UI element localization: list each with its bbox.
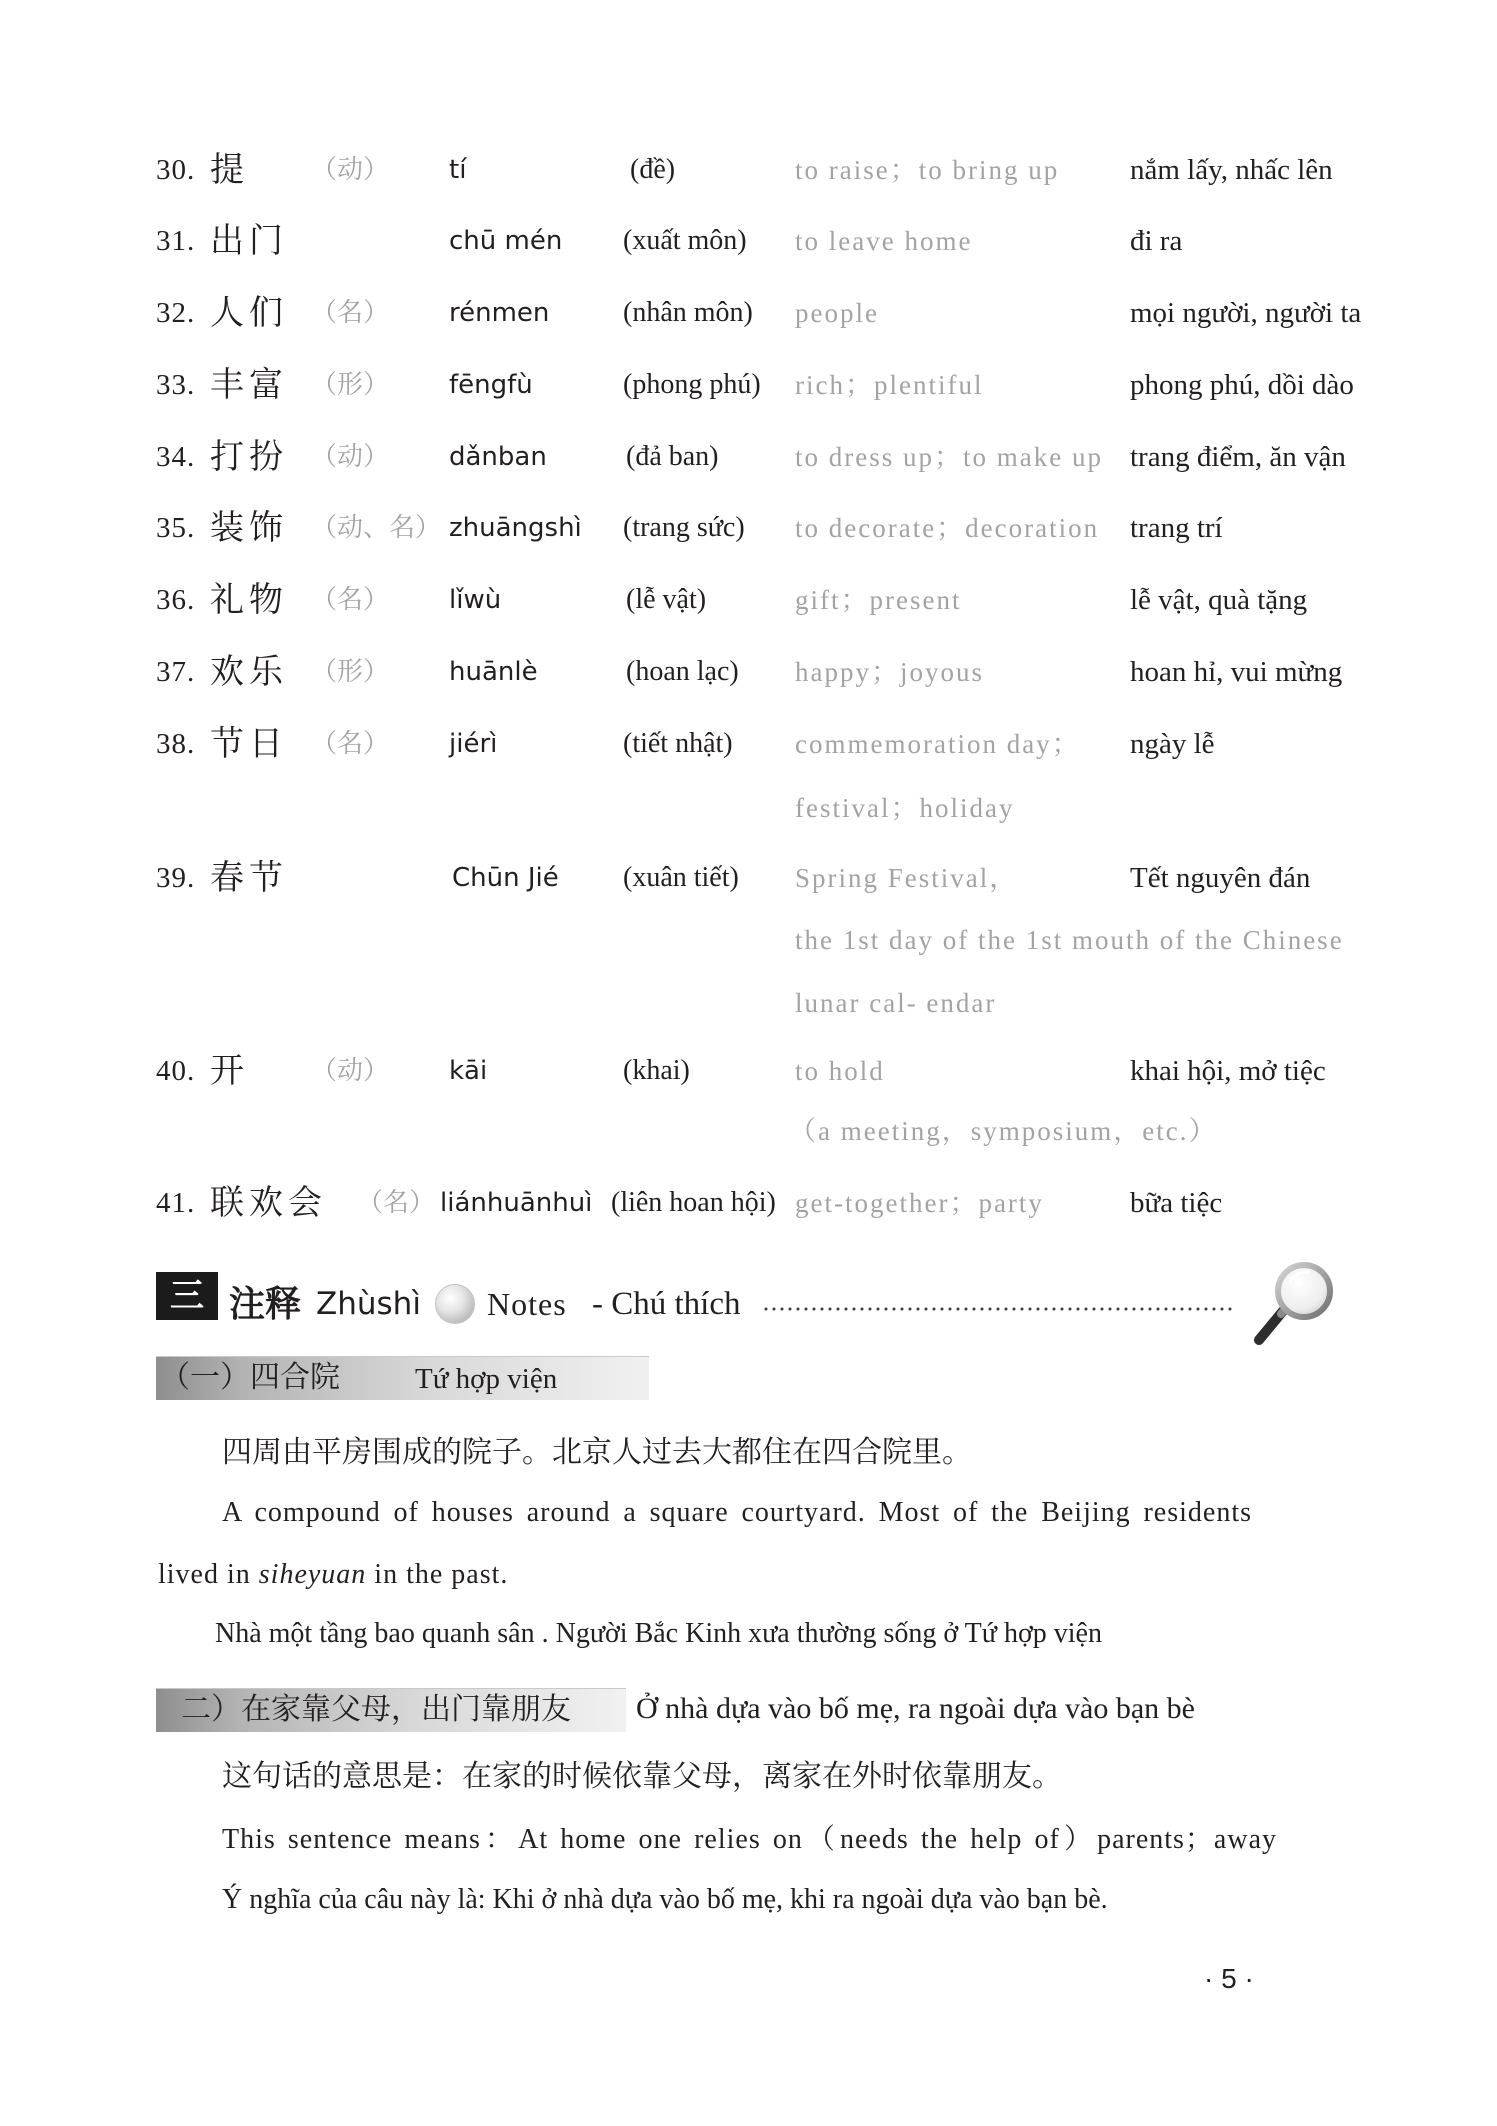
vocab-pinyin: liánhuānhuì	[440, 1188, 593, 1218]
magnifier-icon	[1248, 1258, 1340, 1350]
vocab-pinyin: huānlè	[449, 657, 538, 687]
vocab-pinyin: rénmen	[449, 298, 550, 328]
vocab-number: 39.	[156, 862, 196, 894]
subheading-2-chinese: 二）在家靠父母，出门靠朋友	[181, 1692, 571, 1727]
vocab-sino-vietnamese: (đề)	[630, 154, 676, 185]
vocab-part-of-speech: （动）	[311, 442, 390, 472]
section-number-box: 三	[156, 1272, 218, 1320]
vocab-row-38	[0, 724, 1497, 823]
vocab-vietnamese: phong phú, dồi dào	[1130, 369, 1354, 401]
vocab-vietnamese: mọi người, người ta	[1130, 297, 1362, 329]
vocab-pinyin: kāi	[449, 1056, 488, 1086]
section-title-vietnamese: - Chú thích	[592, 1286, 741, 1322]
vocab-word: 丰富	[210, 365, 288, 405]
vocab-number: 35.	[156, 512, 196, 544]
vocab-english: to leave home	[795, 226, 973, 256]
vocab-row-36	[0, 580, 1497, 620]
vocab-sino-vietnamese: (xuân tiết)	[623, 862, 739, 893]
vocab-number: 30.	[156, 154, 196, 186]
vocab-row-31	[0, 221, 1497, 261]
note-1-english-term: siheyuan	[258, 1559, 367, 1590]
section-title-pinyin: Zhùshì	[316, 1286, 421, 1322]
vocab-vietnamese: đi ra	[1130, 225, 1183, 257]
vocab-row-39	[0, 858, 1497, 1018]
vocab-sino-vietnamese: (nhân môn)	[623, 297, 753, 328]
vocab-part-of-speech: （名）	[311, 298, 390, 328]
vocab-part-of-speech: （动、名）	[311, 513, 442, 543]
vocab-number: 31.	[156, 225, 196, 257]
vocab-sino-vietnamese: (xuất môn)	[623, 225, 747, 256]
vocab-word: 节日	[210, 724, 288, 764]
vocab-vietnamese: trang điểm, ăn vận	[1130, 441, 1346, 473]
vocab-row-40	[0, 1051, 1497, 1146]
vocab-number: 38.	[156, 728, 196, 760]
note-1-chinese: 四周由平房围成的院子。北京人过去大都住在四合院里。	[222, 1435, 972, 1470]
section-title-chinese: 注释	[229, 1283, 302, 1325]
vocab-number: 37.	[156, 656, 196, 688]
vocab-number: 40.	[156, 1055, 196, 1087]
note-1-english-line-2	[158, 1555, 508, 1595]
note-1-english-text: lived in	[158, 1559, 259, 1590]
vocab-english-line-2: the 1st day of the 1st mouth of the Chinese	[795, 925, 1344, 955]
vocab-pinyin: lǐwù	[449, 585, 502, 615]
vocab-vietnamese: hoan hỉ, vui mừng	[1130, 656, 1343, 688]
vocab-number: 36.	[156, 584, 196, 616]
vocab-word: 打扮	[210, 437, 288, 477]
vocab-sino-vietnamese: (lễ vật)	[626, 584, 707, 615]
vocab-row-32	[0, 293, 1497, 333]
vocab-word: 联欢会	[210, 1183, 327, 1223]
note-1-vietnamese: Nhà một tầng bao quanh sân . Người Bắc Kinh xưa thường sống ở Tứ hợp viện	[215, 1618, 1102, 1649]
vocab-sino-vietnamese: (trang sức)	[623, 512, 745, 543]
vocab-row-33	[0, 365, 1497, 405]
vocab-english-line-2: （a meeting，symposium，etc.）	[789, 1116, 1218, 1146]
vocab-english: Spring Festival，	[795, 863, 1019, 893]
vocab-word: 装饰	[210, 508, 288, 548]
vocab-part-of-speech: （形）	[311, 370, 390, 400]
vocab-vietnamese: bữa tiệc	[1130, 1187, 1223, 1219]
vocab-word: 开	[210, 1051, 249, 1091]
vocab-vietnamese: ngày lễ	[1130, 728, 1215, 760]
subheading-2-vietnamese: Ở nhà dựa vào bố mẹ, ra ngoài dựa vào bạn bè	[636, 1692, 1195, 1725]
vocab-english: get-together；party	[795, 1188, 1044, 1218]
note-2-chinese: 这句话的意思是：在家的时候依靠父母，离家在外时依靠朋友。	[222, 1759, 1062, 1794]
vocab-english: happy；joyous	[795, 657, 984, 687]
vocab-english: to raise；to bring up	[795, 155, 1060, 185]
vocab-pinyin: dǎnban	[449, 442, 547, 472]
section-title-english: Notes	[487, 1286, 567, 1322]
vocab-vietnamese: khai hội, mở tiệc	[1130, 1055, 1326, 1087]
vocab-sino-vietnamese: (khai)	[623, 1055, 690, 1086]
vocab-pinyin: Chūn Jié	[452, 863, 559, 893]
vocab-part-of-speech: （名）	[311, 729, 390, 759]
vocab-part-of-speech: （动）	[311, 155, 390, 185]
vocab-part-of-speech: （名）	[357, 1188, 436, 1218]
vocab-english: to decorate；decoration	[795, 513, 1100, 543]
vocab-word: 提	[210, 150, 249, 190]
vocab-sino-vietnamese: (đả ban)	[626, 441, 719, 472]
vocab-row-35	[0, 508, 1497, 548]
vocab-english-line-3: lunar cal- endar	[795, 988, 997, 1018]
note-2-english: This sentence means：At home one relies on（needs the help of）parents；away	[222, 1824, 1277, 1855]
vocab-part-of-speech: （形）	[311, 657, 390, 687]
vocab-number: 34.	[156, 441, 196, 473]
vocab-english: to dress up；to make up	[795, 442, 1103, 472]
vocab-row-34	[0, 437, 1497, 477]
vocab-sino-vietnamese: (hoan lạc)	[626, 656, 739, 687]
note-1-english-text-end: in the past.	[366, 1559, 509, 1590]
subheading-1-chinese: （一）四合院	[160, 1360, 340, 1395]
vocab-vietnamese: Tết nguyên đán	[1130, 862, 1311, 894]
vocab-row-37	[0, 652, 1497, 692]
vocab-english-line-2: festival；holiday	[795, 793, 1015, 823]
vocab-vietnamese: lễ vật, quà tặng	[1130, 584, 1308, 616]
subheading-1-vietnamese: Tứ hợp viện	[415, 1363, 558, 1395]
vocab-sino-vietnamese: (tiết nhật)	[623, 728, 733, 759]
vocab-number: 33.	[156, 369, 196, 401]
vocab-part-of-speech: （名）	[311, 585, 390, 615]
vocab-vietnamese: nắm lấy, nhấc lên	[1130, 154, 1333, 186]
vocab-number: 32.	[156, 297, 196, 329]
vocab-english: people	[795, 298, 879, 328]
bullet-circle-icon	[436, 1285, 474, 1323]
vocab-pinyin: zhuāngshì	[449, 513, 582, 543]
vocab-row-41	[0, 1183, 1497, 1223]
vocab-pinyin: fēngfù	[449, 370, 533, 400]
dotted-leader	[762, 1305, 1236, 1313]
vocab-part-of-speech: （动）	[311, 1056, 390, 1086]
vocab-pinyin: jiérì	[449, 729, 498, 759]
page-number: · 5 ·	[1204, 1963, 1254, 1994]
vocab-pinyin: tí	[449, 155, 467, 185]
vocab-pinyin: chū mén	[449, 226, 563, 256]
vocab-word: 出门	[210, 221, 288, 261]
vocab-vietnamese: trang trí	[1130, 512, 1223, 544]
vocab-sino-vietnamese: (phong phú)	[623, 369, 761, 400]
vocab-english: gift；present	[795, 585, 962, 615]
note-2-vietnamese: Ý nghĩa của câu này là: Khi ở nhà dựa vào bố mẹ, khi ra ngoài dựa vào bạn bè.	[222, 1884, 1108, 1915]
note-1-english-line-1: A compound of houses around a square courtyard. Most of the Beijing residents	[222, 1497, 1252, 1528]
vocab-sino-vietnamese: (liên hoan hội)	[611, 1187, 776, 1218]
vocab-english: commemoration day；	[795, 729, 1081, 759]
vocab-number: 41.	[156, 1187, 196, 1219]
vocab-word: 春节	[210, 858, 288, 898]
vocab-english: to hold	[795, 1056, 885, 1086]
vocab-word: 人们	[210, 293, 288, 333]
vocab-word: 礼物	[210, 580, 288, 620]
vocab-word: 欢乐	[210, 652, 288, 692]
vocab-english: rich；plentiful	[795, 370, 984, 400]
vocab-row-30	[0, 150, 1497, 190]
